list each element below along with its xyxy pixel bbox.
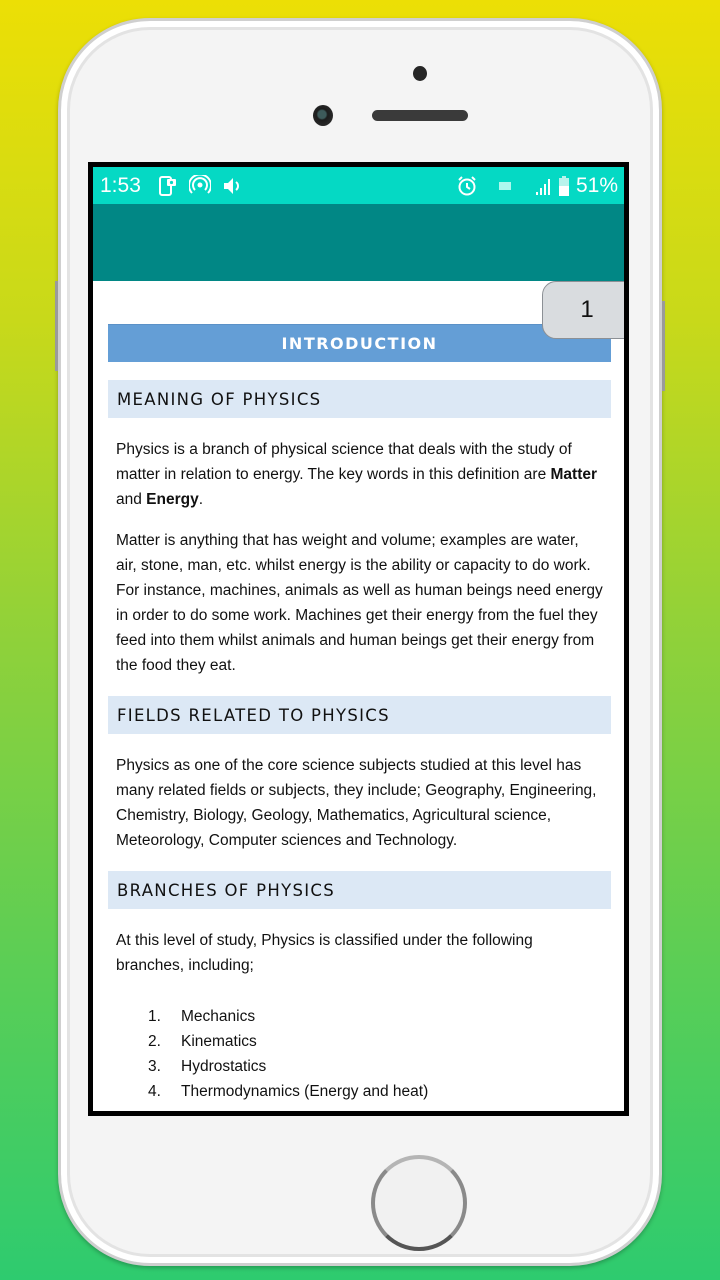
hotspot-icon (189, 175, 211, 197)
phone-screen (88, 162, 629, 1116)
document-title: INTRODUCTION (108, 324, 611, 362)
paragraph: Physics as one of the core science subjects studied at this level has many related fields or subjects, they include; Geography, Engineering, Chemistry, Biology, Geology, Mathematics, Agricultural science, Meteorology, Computer sciences and Technology. (116, 757, 597, 849)
power-button (662, 301, 665, 391)
section-heading-fields: FIELDS RELATED TO PHYSICS (108, 696, 611, 734)
list-item: 3. Hydrostatics (148, 1058, 267, 1075)
list-item: 2. Kinematics (148, 1033, 257, 1050)
battery-percent: 51% (575, 173, 618, 197)
page-number-badge (542, 281, 629, 339)
branches-list (108, 1004, 611, 1104)
bold-term-energy: Energy (146, 491, 199, 508)
paragraph: At this level of study, Physics is classified under the following branches, including; (116, 932, 533, 974)
document-content[interactable] (93, 281, 624, 1104)
status-bar (93, 167, 624, 204)
earpiece-speaker (372, 110, 468, 121)
status-time: 1:53 (100, 173, 141, 197)
battery-icon (558, 175, 570, 197)
screenshot-icon (157, 175, 179, 197)
section-heading-branches: BRANCHES OF PHYSICS (108, 871, 611, 909)
app-bar (93, 204, 624, 281)
signal-icon (534, 175, 556, 197)
paragraph: Physics is a branch of physical science that deals with the study of matter in relation to energy. The key words in this definition are Matter and Energy. (116, 441, 598, 508)
cast-icon (494, 175, 516, 197)
front-camera-icon (313, 105, 333, 126)
alarm-icon (456, 175, 478, 197)
home-button[interactable] (371, 1155, 467, 1251)
bold-term-matter: Matter (550, 466, 598, 483)
list-item: 1. Mechanics (148, 1008, 256, 1025)
list-item: 4. Thermodynamics (Energy and heat) (148, 1083, 429, 1100)
proximity-sensor (413, 66, 427, 81)
page-number: 1 (580, 296, 594, 323)
volume-button (55, 281, 58, 371)
paragraph: Matter is anything that has weight and volume; examples are water, air, stone, man, etc. whilst energy is the ability or capacity to do work. For instance, machines, animals as well as human beings need energy in order to do some work. Machines get their energy from the fuel they feed into them whilst animals and human beings get their energy from the food they eat. (116, 532, 603, 674)
section-heading-meaning: MEANING OF PHYSICS (108, 380, 611, 418)
volume-icon (221, 175, 243, 197)
